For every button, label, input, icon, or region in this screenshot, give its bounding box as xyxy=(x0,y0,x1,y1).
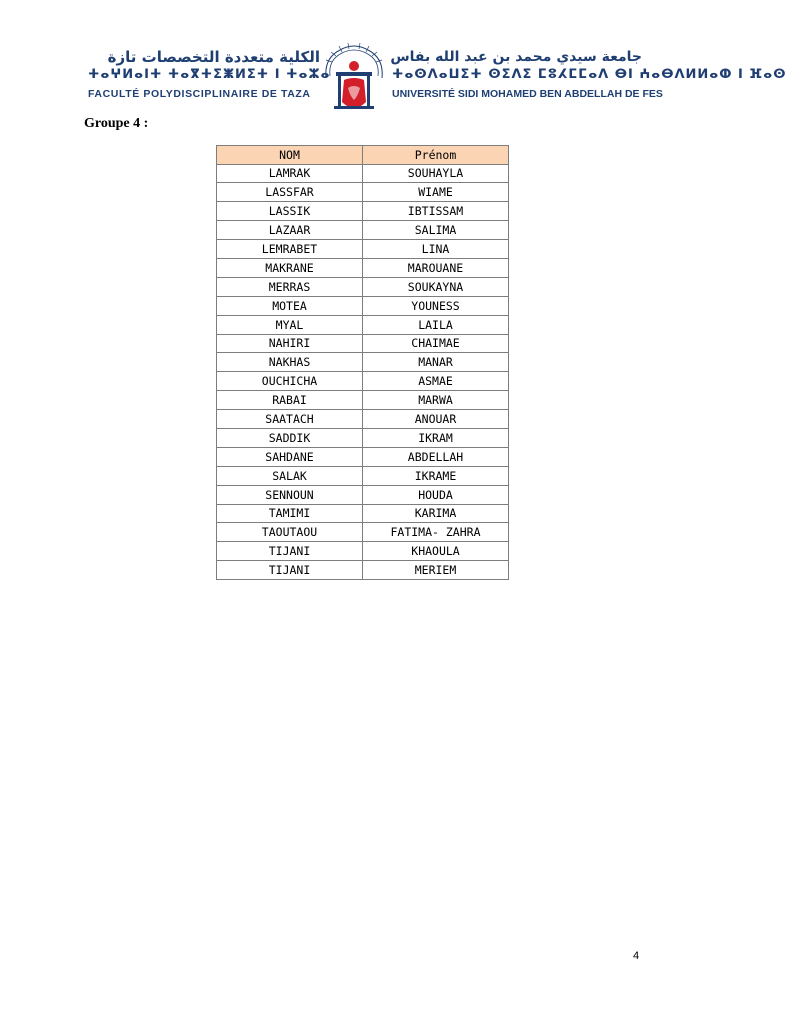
cell-prenom: KHAOULA xyxy=(363,542,509,561)
table-row xyxy=(217,447,509,466)
table-row xyxy=(217,202,509,221)
table-row xyxy=(217,240,509,259)
cell-nom: LAZAAR xyxy=(217,221,363,240)
cell-nom: TIJANI xyxy=(217,561,363,580)
cell-nom: RABAI xyxy=(217,391,363,410)
faculty-name-arabic: الكلية متعددة التخصصات تازة xyxy=(107,48,320,66)
cell-nom: MYAL xyxy=(217,315,363,334)
cell-nom: NAHIRI xyxy=(217,334,363,353)
table-row xyxy=(217,466,509,485)
page-header xyxy=(0,0,787,118)
table-row xyxy=(217,164,509,183)
table-row xyxy=(217,315,509,334)
cell-prenom: KARIMA xyxy=(363,504,509,523)
cell-nom: LASSIK xyxy=(217,202,363,221)
cell-nom: SADDIK xyxy=(217,428,363,447)
university-logo-icon xyxy=(322,40,386,116)
table-row xyxy=(217,542,509,561)
cell-nom: SENNOUN xyxy=(217,485,363,504)
table-row xyxy=(217,221,509,240)
cell-nom: NAKHAS xyxy=(217,353,363,372)
cell-prenom: SOUKAYNA xyxy=(363,277,509,296)
cell-prenom: MERIEM xyxy=(363,561,509,580)
cell-nom: TAOUTAOU xyxy=(217,523,363,542)
table-header-row xyxy=(217,146,509,165)
cell-prenom: IKRAME xyxy=(363,466,509,485)
university-name-tifinagh: ⵜⴰⵙⴷⴰⵡⵉⵜ ⵙⵉⴷⵉ ⵎⵓⵃⵎⵎⴰⴷ ⴱⵏ ⵄⴰⴱⴷⵍⵍⴰⵀ ⵏ ⴼⴰⵙ xyxy=(392,67,787,82)
table-row xyxy=(217,334,509,353)
group-title: Groupe 4 : xyxy=(84,116,149,131)
table-row xyxy=(217,523,509,542)
cell-prenom: ABDELLAH xyxy=(363,447,509,466)
faculty-name-block xyxy=(88,48,331,101)
cell-prenom: IBTISSAM xyxy=(363,202,509,221)
cell-prenom: YOUNESS xyxy=(363,296,509,315)
university-name-block xyxy=(390,48,787,101)
cell-prenom: LAILA xyxy=(363,315,509,334)
cell-nom: OUCHICHA xyxy=(217,372,363,391)
cell-prenom: CHAIMAE xyxy=(363,334,509,353)
cell-prenom: IKRAM xyxy=(363,428,509,447)
faculty-name-tifinagh: ⵜⴰⵖⵍⴰⵏⵜ ⵜⴰⴳⵜⵉⵥⵍⵉⵜ ⵏ ⵜⴰⵣⴰ xyxy=(88,67,331,82)
cell-prenom: ANOUAR xyxy=(363,410,509,429)
table-row xyxy=(217,485,509,504)
cell-prenom: SOUHAYLA xyxy=(363,164,509,183)
cell-nom: TIJANI xyxy=(217,542,363,561)
university-name-arabic: جامعة سيدي محمد بن عبد الله بفاس xyxy=(390,49,642,65)
faculty-name-latin: FACULTÉ POLYDISCIPLINAIRE DE TAZA xyxy=(88,88,311,100)
table-row xyxy=(217,561,509,580)
table-row xyxy=(217,353,509,372)
cell-nom: MOTEA xyxy=(217,296,363,315)
table-row xyxy=(217,258,509,277)
cell-prenom: SALIMA xyxy=(363,221,509,240)
cell-prenom: MARWA xyxy=(363,391,509,410)
table-row xyxy=(217,391,509,410)
table-row xyxy=(217,183,509,202)
cell-nom: MAKRANE xyxy=(217,258,363,277)
page-number: 4 xyxy=(632,950,640,962)
cell-prenom: LINA xyxy=(363,240,509,259)
cell-prenom: HOUDA xyxy=(363,485,509,504)
cell-prenom: ASMAE xyxy=(363,372,509,391)
column-header-prenom: Prénom xyxy=(363,146,509,165)
cell-prenom: FATIMA- ZAHRA xyxy=(363,523,509,542)
cell-prenom: MAROUANE xyxy=(363,258,509,277)
cell-nom: TAMIMI xyxy=(217,504,363,523)
cell-nom: LEMRABET xyxy=(217,240,363,259)
cell-prenom: MANAR xyxy=(363,353,509,372)
cell-prenom: WIAME xyxy=(363,183,509,202)
table-row xyxy=(217,372,509,391)
table-row xyxy=(217,277,509,296)
cell-nom: MERRAS xyxy=(217,277,363,296)
cell-nom: SALAK xyxy=(217,466,363,485)
table-row xyxy=(217,296,509,315)
cell-nom: SAATACH xyxy=(217,410,363,429)
table-row xyxy=(217,410,509,429)
column-header-nom: NOM xyxy=(217,146,363,165)
cell-nom: LAMRAK xyxy=(217,164,363,183)
university-name-latin: UNIVERSITÉ SIDI MOHAMED BEN ABDELLAH DE FES xyxy=(392,88,663,100)
cell-nom: LASSFAR xyxy=(217,183,363,202)
student-list-table xyxy=(216,145,509,580)
table-row xyxy=(217,504,509,523)
cell-nom: SAHDANE xyxy=(217,447,363,466)
table-row xyxy=(217,428,509,447)
